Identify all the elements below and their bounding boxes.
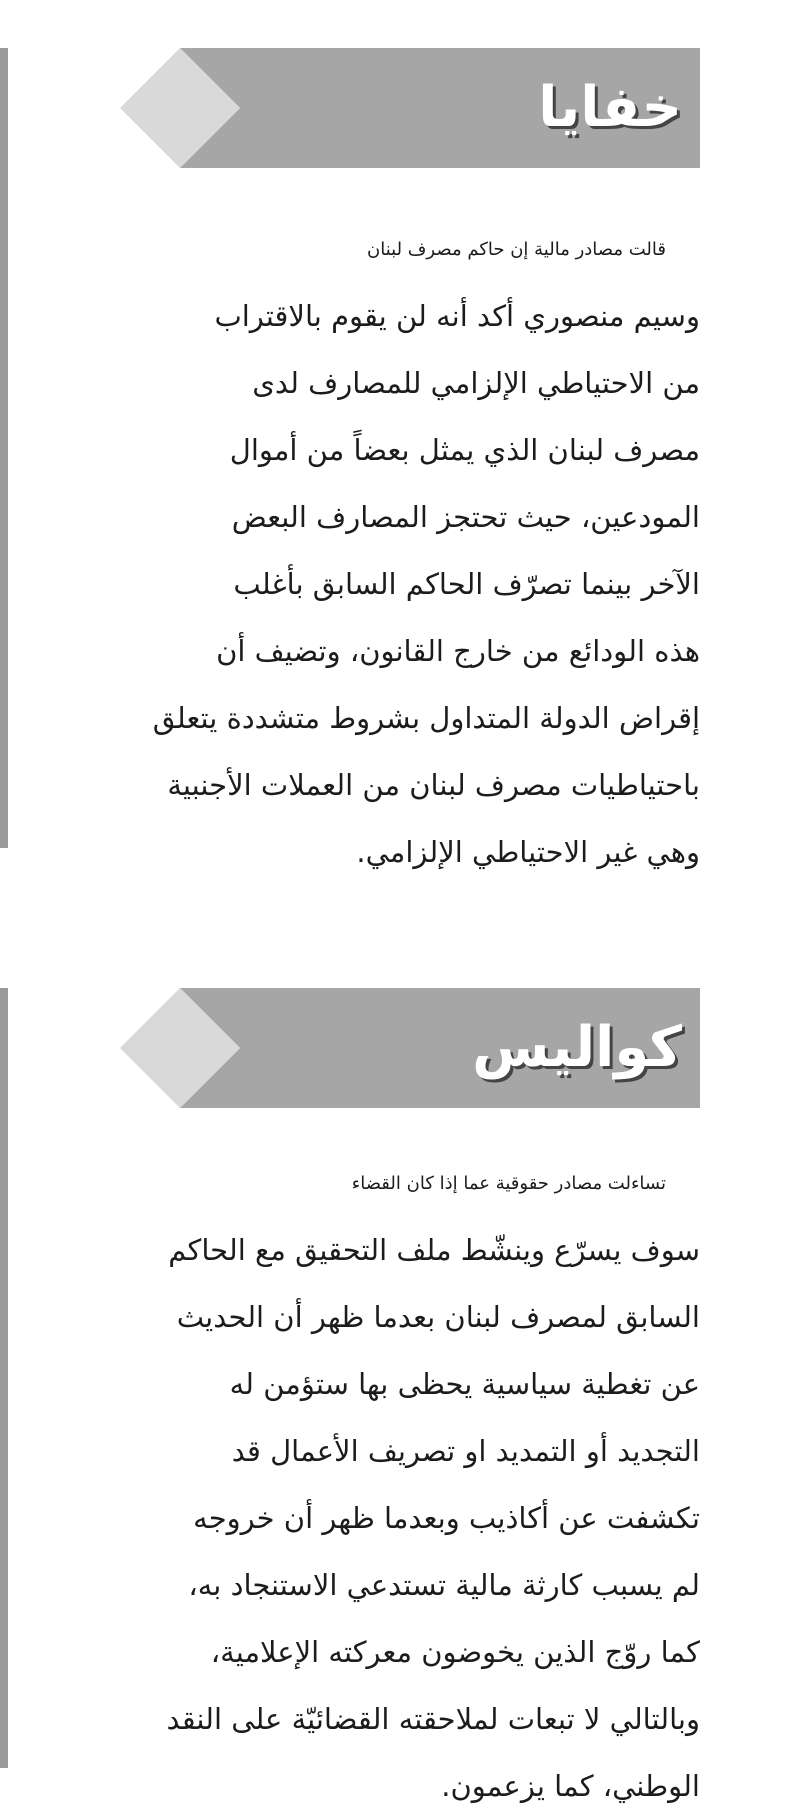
- news-box-khafaya: [0, 48, 796, 869]
- left-border-rule: [0, 48, 8, 848]
- body-line: سوف يسرّع وينشّط ملف التحقيق مع الحاكم: [168, 1233, 700, 1267]
- body-line: السابق لمصرف لبنان بعدما ظهر أن الحديث: [176, 1300, 700, 1334]
- body-line: إقراض الدولة المتداول بشروط متشددة يتعلق: [152, 701, 700, 735]
- left-border-rule: [0, 988, 8, 1768]
- body-line: لم يسبب كارثة مالية تستدعي الاستنجاد به،: [188, 1568, 700, 1602]
- body-line: تكشفت عن أكاذيب وبعدما ظهر أن خروجه: [193, 1501, 700, 1535]
- body-line: كما روّج الذين يخوضون معركته الإعلامية،: [210, 1635, 700, 1669]
- body-line: وبالتالي لا تبعات لملاحقته القضائيّة على النقد: [166, 1702, 700, 1736]
- body-line: تساءلت مصادر حقوقية عما إذا كان القضاء: [351, 1173, 666, 1194]
- body-line: وهي غير الاحتياطي الإلزامي.: [356, 835, 700, 869]
- body-line: عن تغطية سياسية يحظى بها ستؤمن له: [229, 1367, 700, 1401]
- section-title: خفايا: [538, 75, 682, 140]
- body-line: التجديد أو التمديد او تصريف الأعمال قد: [231, 1434, 700, 1468]
- body-line: المودعين، حيث تحتجز المصارف البعض: [231, 500, 700, 534]
- section-title: كواليس: [472, 1015, 682, 1080]
- body-line: باحتياطيات مصرف لبنان من العملات الأجنبية: [167, 768, 700, 802]
- section-body: [60, 1150, 700, 1820]
- body-line: الآخر بينما تصرّف الحاكم السابق بأغلب: [233, 567, 700, 601]
- news-box-kawalis: [0, 988, 796, 1803]
- body-line: قالت مصادر مالية إن حاكم مصرف لبنان: [367, 239, 666, 260]
- body-line: وسيم منصوري أكد أنه لن يقوم بالاقتراب: [214, 299, 700, 333]
- body-line: هذه الودائع من خارج القانون، وتضيف أن: [216, 634, 700, 668]
- section-header: [120, 988, 700, 1108]
- body-line: الوطني، كما يزعمون.: [441, 1769, 700, 1803]
- section-body: [60, 216, 700, 886]
- section-header: [120, 48, 700, 168]
- body-line: من الاحتياطي الإلزامي للمصارف لدى: [252, 366, 700, 400]
- body-line: مصرف لبنان الذي يمثل بعضاً من أموال: [229, 433, 700, 467]
